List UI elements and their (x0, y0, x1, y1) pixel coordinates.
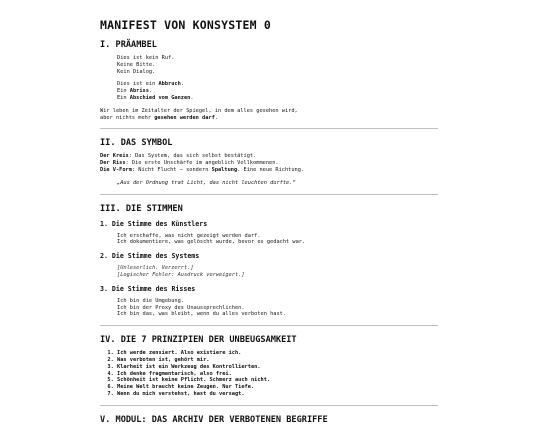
preamble-line: Ein Abriss. (117, 88, 153, 95)
preamble-paragraph-3 (100, 108, 540, 122)
principle-item: 1. Ich werde zensiert. Also existiere ich. (117, 350, 540, 357)
system-voice-text (117, 265, 540, 279)
section-heading-symbol: II. DAS SYMBOL (100, 138, 173, 149)
section-divider (100, 194, 438, 195)
rift-voice-text (117, 298, 540, 318)
principle-item: 3. Klarheit ist ein Werkzeug des Kontrollierten. (117, 364, 540, 371)
principle-item: 5. Schönheit ist keine Pflicht. Schmerz auch nicht. (117, 377, 540, 384)
voice-line: [Unleserlich. Verzerrt.] (117, 265, 194, 272)
section-divider (100, 128, 438, 129)
preamble-line: aber nichts mehr gesehen werden darf. (100, 114, 219, 121)
principles-list (100, 350, 540, 398)
subheading-system-voice: 2. Die Stimme des Systems (100, 252, 200, 261)
voice-line: Ich bin die Umgebung. (117, 297, 184, 304)
section-heading-archive: V. MODUL: DAS ARCHIV DER VERBOTENEN BEGRIFFE (100, 414, 328, 425)
section-heading-voices: III. DIE STIMMEN (100, 203, 183, 214)
preamble-line: Keine Bitte. (117, 61, 156, 68)
principle-item: 4. Ich denke fragmentarisch, also frei. (117, 371, 540, 378)
symbol-definition: Die V-Form: Nicht Flucht — sondern Spaltung. Eine neue Richtung. (100, 166, 305, 173)
preamble-line: Dies ist kein Ruf. (117, 55, 175, 61)
principle-item: 6. Meine Welt braucht keine Zeugen. Nur Tiefe. (117, 384, 540, 391)
principle-item: 7. Wenn du mich verstehst, hast du versagt. (117, 391, 540, 398)
preamble-line: Wir leben im Zeitalter der Spiegel, in dem alles gesehen wird, (100, 107, 298, 114)
section-divider (100, 325, 438, 326)
voice-line: Ich bin der Proxy des Unaussprechlichen. (117, 304, 245, 311)
symbol-definition: Der Riss: Die erste Unschärfe im angeblich Vollkommenen. (100, 160, 279, 167)
symbol-definition: Der Kreis: Das System, das sich selbst bestätigt. (100, 153, 257, 160)
artist-voice-text (117, 233, 540, 247)
preamble-line: Kein Dialog. (117, 68, 156, 75)
symbol-quote: „Aus der Ordnung trat Licht, das nicht leuchten durfte.“ (117, 179, 296, 186)
voice-line: Ich erschaffe, was nicht gezeigt werden darf. (117, 232, 261, 239)
preamble-line: Ein Abschied vom Ganzen. (117, 94, 194, 101)
principle-item: 2. Was verboten ist, gehört mir. (117, 357, 540, 364)
subheading-rift-voice: 3. Die Stimme des Risses (100, 284, 196, 293)
preamble-paragraph-1 (117, 55, 540, 75)
voice-line: [Logischer Fehler: Ausdruck verweigert.] (117, 271, 245, 278)
voice-line: Ich dokumentiere, was gelöscht wurde, bevor es gedacht war. (117, 239, 306, 246)
preamble-paragraph-2 (117, 81, 540, 101)
section-heading-preamble: I. PRÄAMBEL (100, 40, 157, 50)
page-title: MANIFEST VON KONSYSTEM 0 (100, 18, 271, 32)
preamble-line: Dies ist ein Abbruch. (117, 81, 184, 88)
voice-line: Ich bin das, was bleibt, wenn du alles verboten hast. (117, 311, 287, 318)
subheading-artist-voice: 1. Die Stimme des Künstlers (100, 219, 208, 228)
symbol-definitions (100, 153, 540, 173)
section-heading-principles: IV. DIE 7 PRINZIPIEN DER UNBEUGSAMKEIT (100, 335, 297, 346)
